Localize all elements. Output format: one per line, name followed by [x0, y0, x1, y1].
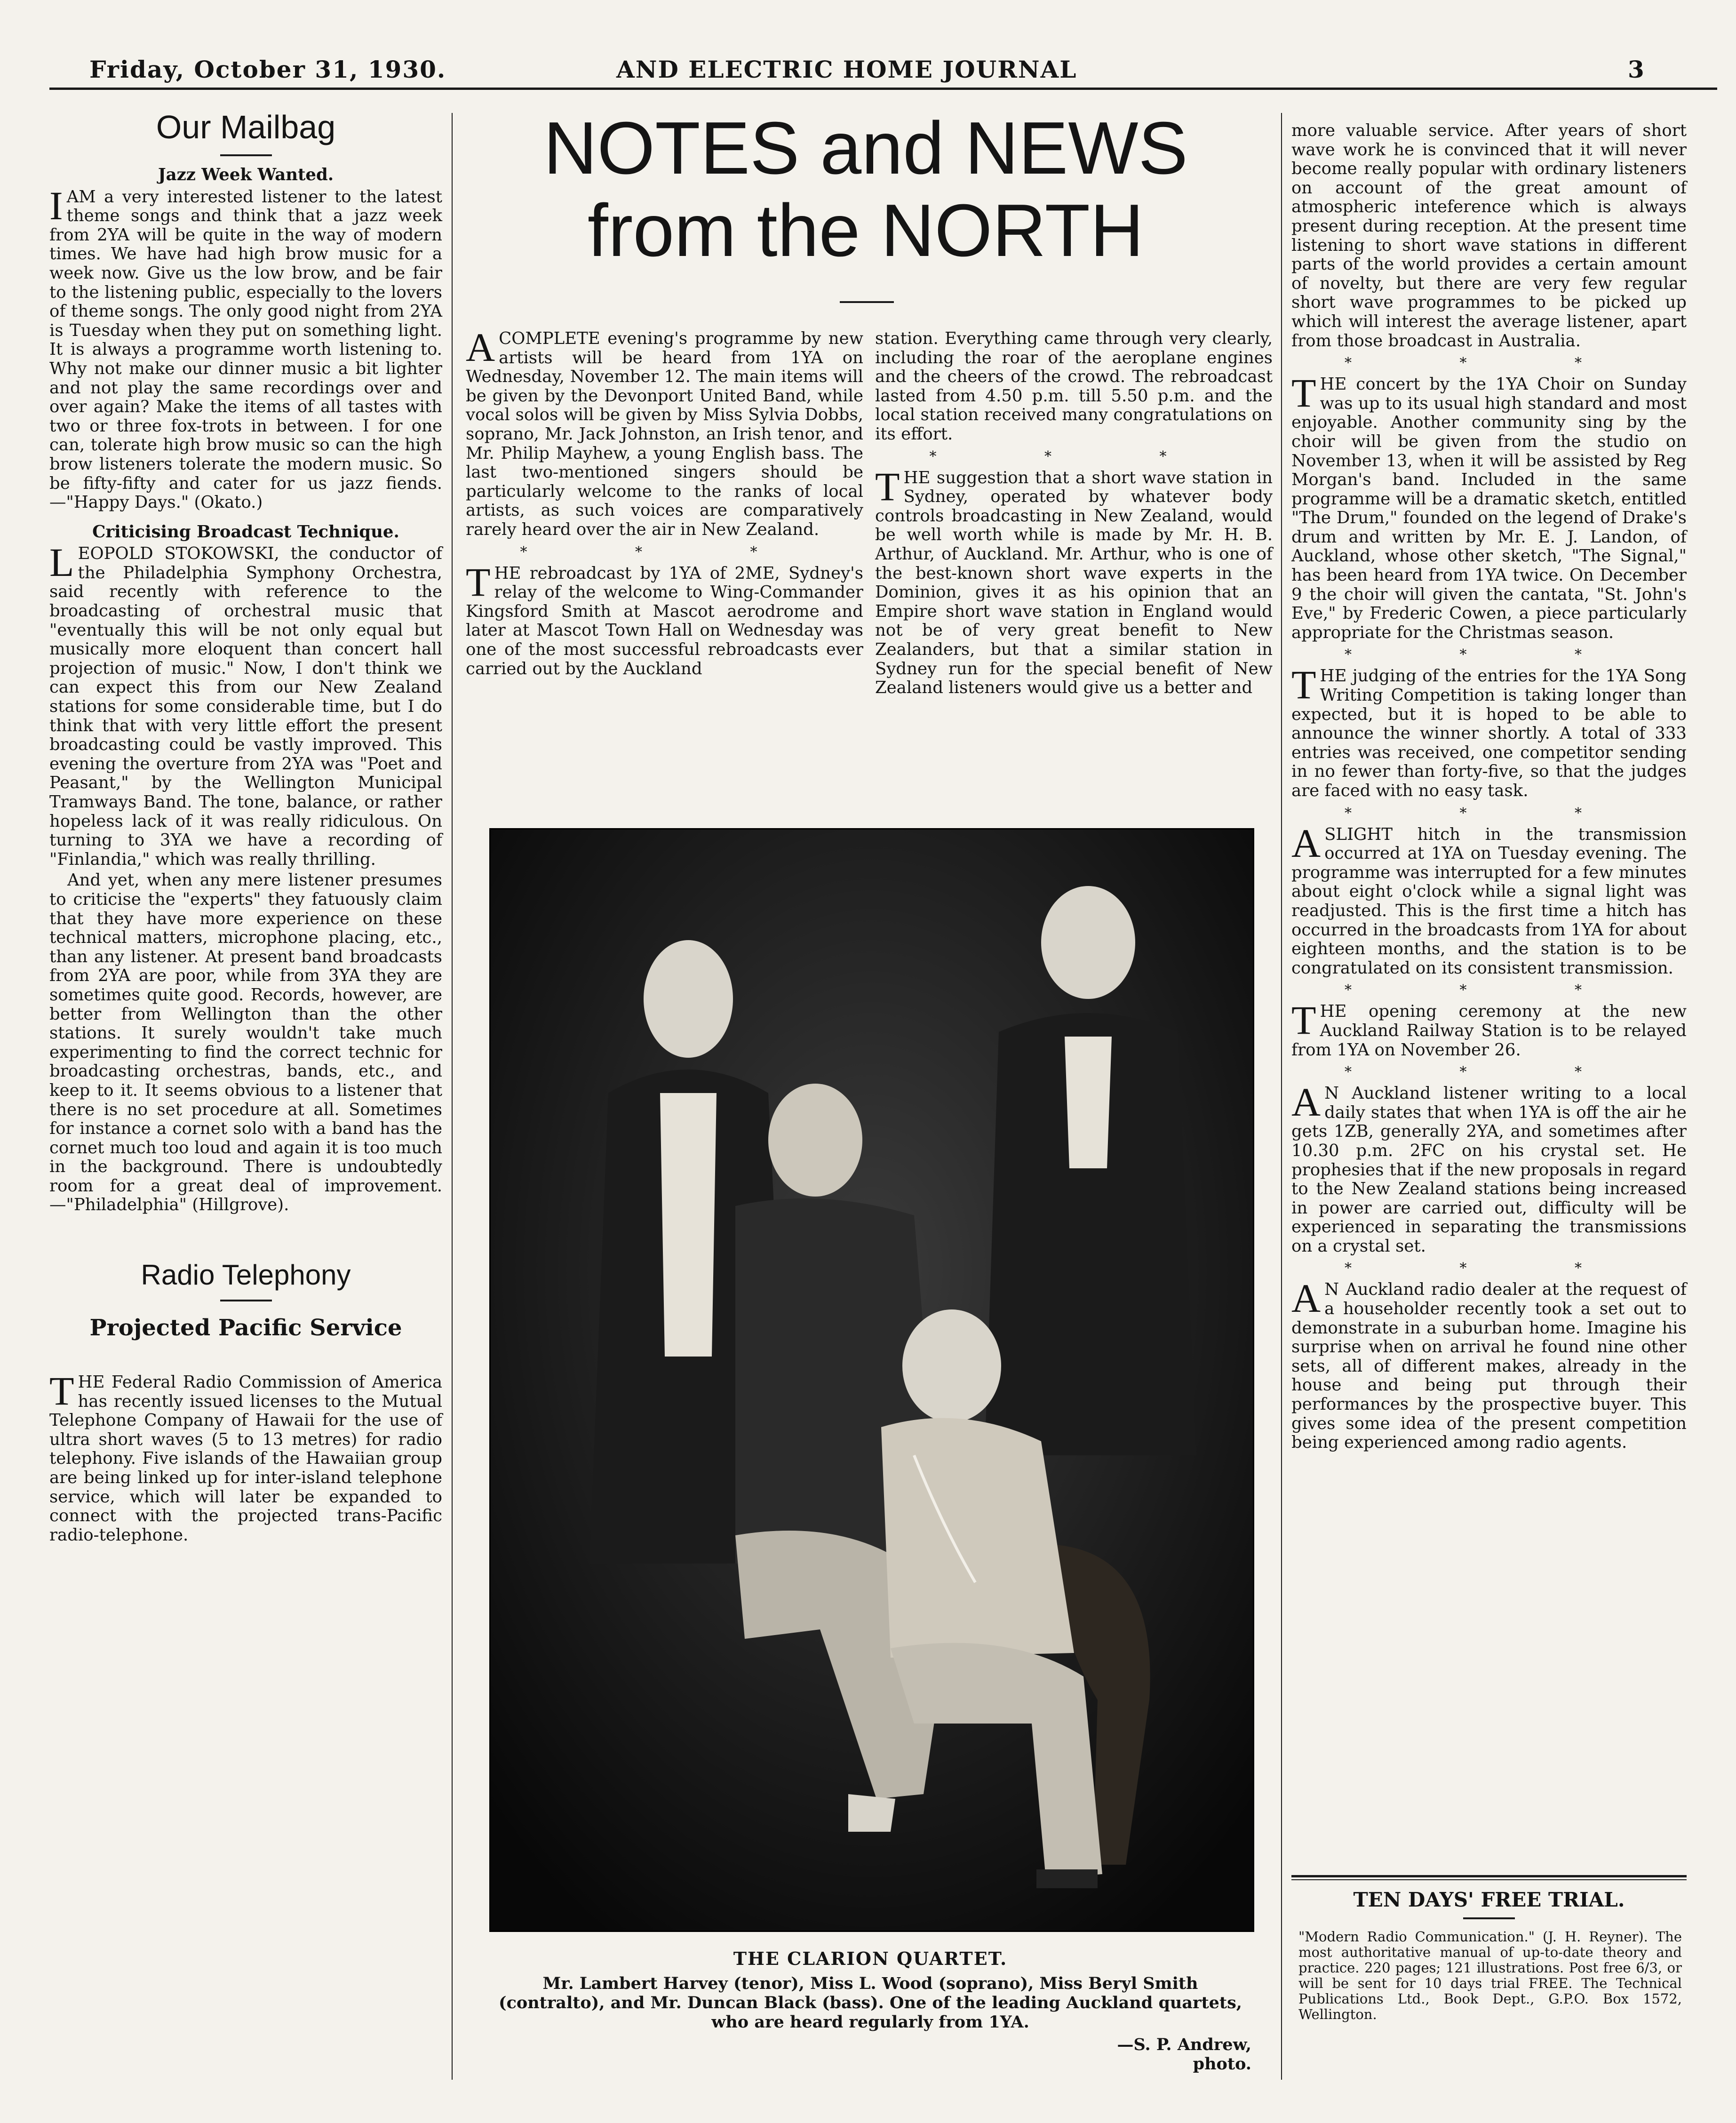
- separator-stars: * * *: [929, 448, 1218, 465]
- notes-column-2: [466, 325, 863, 680]
- separator-stars: * * *: [1344, 646, 1634, 663]
- news-item: ACOMPLETE evening's programme by new artists will be heard from 1YA on Wednesday, November 12. The main items will be given by the Devonport United Band, while vocal solos will be given by Miss Sylvia Dobbs, soprano, Mr. Jack Johnston, an Irish tenor, and Mr. Philip Mayhew, a young English bass. The last two-mentioned singers should be particularly welcome to the ranks of local artists, as such voices are comparatively rarely heard over the air in New Zealand.: [466, 325, 863, 539]
- mailbag-column: [49, 104, 442, 1547]
- separator-stars: * * *: [1344, 1064, 1634, 1081]
- publication-title: AND ELECTRIC HOME JOURNAL: [616, 56, 1077, 83]
- news-item: THE judging of the entries for the 1YA Song Writing Competition is taking longer than expected, but it is hoped to be able to announce the winner shortly. A total of 333 entries was received, one competitor sending in no fewer than forty-five, so that the judges are faced with no easy task.: [1291, 662, 1687, 800]
- news-item: THE concert by the 1YA Choir on Sunday was up to its usual high standard and most enjoyable. Another community sing by the choir will be given from the studio on November 13, when it will be assisted by Reg Morgan's band. Included in the same programme will be a dramatic sketch, entitled "The Drum," founded on the legend of Drake's drum and written by Mr. E. J. Landon, of Auckland, whose other sketch, "The Signal," has been heard from 1YA twice. On December 9 the choir will given the cantata, "St. John's Eve," by Frederic Cowen, a piece particularly appropriate for the Christmas season.: [1291, 370, 1687, 642]
- separator-stars: * * *: [1344, 982, 1634, 999]
- photo-caption-title: THE CLARION QUARTET.: [733, 1948, 1008, 1969]
- news-item: ASLIGHT hitch in the transmission occurred at 1YA on Tuesday evening. The programme was interrupted for a few minutes about eight o'clock while a signal light was readjusted. This is the first time a hitch has occurred in the broadcasts from 1YA for about eighteen months, and the station is to be congratulated on its consistent transmission.: [1291, 820, 1687, 978]
- section-title: Radio Telephony: [141, 1259, 351, 1291]
- letter-heading: Jazz Week Wanted.: [158, 165, 334, 184]
- column-divider: [1281, 113, 1282, 2080]
- column-divider: [452, 113, 453, 2080]
- trial-underline: [1463, 1917, 1515, 1919]
- news-item: A N Auckland radio dealer at the request of a householder recently took a set out to demonstrate in a suburban home. Imagine his surprise when on arrival he found nine other sets, all of different makes, already in the house and being put through their performances by the prospective buyer. This gives some idea of the present competition being experienced among radio agents.: [1291, 1276, 1687, 1453]
- news-item: THE suggestion that a short wave station in Sydney, operated by whatever body controls broadcasting in New Zealand, would be well worth while is made by Mr. H. B. Arthur, of Auckland. Mr. Arthur, who is one of the best-known short wave experts in the Dominion, gives it as his opinion that an Empire short wave station in England would not be of very great benefit to New Zealanders, but that a similar station in Sydney run for the special benefit of New Zealand listeners would give us a better and: [875, 463, 1273, 698]
- page-number: 3: [1628, 56, 1645, 83]
- separator-stars: * * *: [520, 543, 809, 560]
- notes-column-4: [1291, 121, 1687, 1454]
- title-underline: [220, 154, 272, 156]
- title-underline: [220, 1300, 272, 1301]
- letter-paragraph: And yet, when any mere listener presumes to criticise the "experts" they fatuously claim that they have more experience on these technical matters, microphone placing, etc., than any listener. At present band broadcasts from 2YA are poor, while from 3YA they are sometimes quite good. Records, however, are better from Wellington than the other stations. It surely wouldn't take much experimenting to find the correct technic for broadcasting orchestras, bands, etc., and keep to it. It seems obvious to a listener that there is no set procedure at all. Sometimes for instance a cornet solo with a band has the cornet much too loud and again it is too much in the background. There is undoubtedly room for a great deal of improvement.—"Philadelphia" (Hillgrove).: [49, 870, 442, 1215]
- headline-line-1: NOTES and NEWS: [543, 107, 1188, 190]
- photo-caption: Mr. Lambert Harvey (tenor), Miss L. Wood (soprano), Miss Beryl Smith (contralto), and Mr. Duncan Black (bass). One of the leading Auckland quartets, who are heard regularly from 1YA.: [499, 1974, 1242, 2032]
- quartet-photo-image: [491, 830, 1253, 1931]
- notes-column-3: [875, 329, 1273, 700]
- mailbag-title: Our Mailbag: [156, 109, 336, 145]
- letter-heading: Criticising Broadcast Technique.: [92, 522, 399, 542]
- news-item: station. Everything came through very clearly, including the roar of the aeroplane engines and the cheers of the crowd. The rebroadcast lasted from 4.50 p.m. till 5.50 p.m. and the local station received many congratulations on its effort.: [875, 329, 1273, 444]
- photo-credit: —S. P. Andrew, photo.: [1117, 2035, 1251, 2074]
- separator-stars: * * *: [1344, 805, 1634, 822]
- article-paragraph: THE Federal Radio Commission of America has recently issued licenses to the Mutual Telephone Company of Hawaii for the use of ultra short waves (5 to 13 metres) for radio telephony. Five islands of the Hawaiian group are being linked up for inter-island telephone service, which will later be expanded to connect with the projected trans-Pacific radio-telephone.: [49, 1368, 442, 1545]
- issue-date: Friday, October 31, 1930.: [89, 56, 446, 83]
- trial-rule-top: [1291, 1875, 1687, 1877]
- section-subtitle: Projected Pacific Service: [89, 1315, 402, 1341]
- trial-text: "Modern Radio Communication." (J. H. Reyner). The most authoritative manual of up-to-date theory and practice. 220 pages; 121 illustrations. Post free 6/3, or will be sent for 10 days trial FREE. The Technical Publications Ltd., Book Dept., G.P.O. Box 1572, Wellington.: [1298, 1929, 1682, 2022]
- letter-paragraph: IAM a very interested listener to the latest theme songs and think that a jazz week from 2YA will be quite in the way of modern times. We have had high brow music for a week now. Give us the low brow, and be fair to the listening public, especially to the lovers of theme songs. The only good night from 2YA is Tuesday when they put on something light. It is always a programme worth listening to. Why not make our dinner music a bit lighter and not play the same recordings over and over again? Make the items of all tastes with two or three fox-trots in between. I for one can, tolerate high brow music so can the high brow listeners tolerate the modern music. So be fifty-fifty and cater for us jazz fiends.—"Happy Days." (Okato.): [49, 183, 442, 512]
- news-item: THE rebroadcast by 1YA of 2ME, Sydney's relay of the welcome to Wing-Commander Kingsford Smith at Mascot aerodrome and later at Mascot Town Hall on Wednesday was one of the most successful rebroadcasts ever carried out by the Auckland: [466, 559, 863, 678]
- separator-stars: * * *: [1344, 355, 1634, 372]
- trial-title: TEN DAYS' FREE TRIAL.: [1353, 1888, 1625, 1911]
- header-rule: [49, 88, 1717, 90]
- letter-paragraph: LEOPOLD STOKOWSKI, the conductor of the Philadelphia Symphony Orchestra, said recently with reference to the broadcasting of orchestral music that "eventually this will be not only equal but musically more eloquent than concert hall projection of music." Now, I don't think we can expect this from our New Zealand stations for some considerable time, but I do think that with very little effort the present broadcasting could be vastly improved. This evening the overture from 2YA was "Poet and Peasant," by the Wellington Municipal Tramways Band. The tone, balance, or rather hopeless lack of it was really ridiculous. On turning to 3YA we have a recording of "Finlandia," which was really thrilling.: [49, 540, 442, 869]
- trial-rule-top-thin: [1291, 1879, 1687, 1880]
- news-item: A N Auckland listener writing to a local daily states that when 1YA is off the air he gets 1ZB, generally 2YA, and sometimes after 10.30 p.m. 2FC on his crystal set. He prophesies that if the new proposals in regard to the New Zealand stations being increased in power are carried out, difficulty will be experienced in separating the transmissions on a crystal set.: [1291, 1079, 1687, 1256]
- news-item: more valuable service. After years of short wave work he is convinced that it will never become really popular with ordinary listeners on account of the great amount of atmospheric inteference which is always present during reception. At the present time listening to short wave stations in different parts of the world provides a certain amount of novelty, but there are very few regular short wave programmes to be picked up which will interest the average listener, apart from those broadcast in Australia.: [1291, 121, 1687, 351]
- headline-underline: [840, 301, 894, 303]
- quartet-photo: [489, 828, 1254, 1932]
- headline-line-2: from the NORTH: [587, 189, 1144, 272]
- news-item: THE opening ceremony at the new Auckland Railway Station is to be relayed from 1YA on November 26.: [1291, 998, 1687, 1060]
- main-headline: [466, 107, 1266, 272]
- separator-stars: * * *: [1344, 1260, 1634, 1277]
